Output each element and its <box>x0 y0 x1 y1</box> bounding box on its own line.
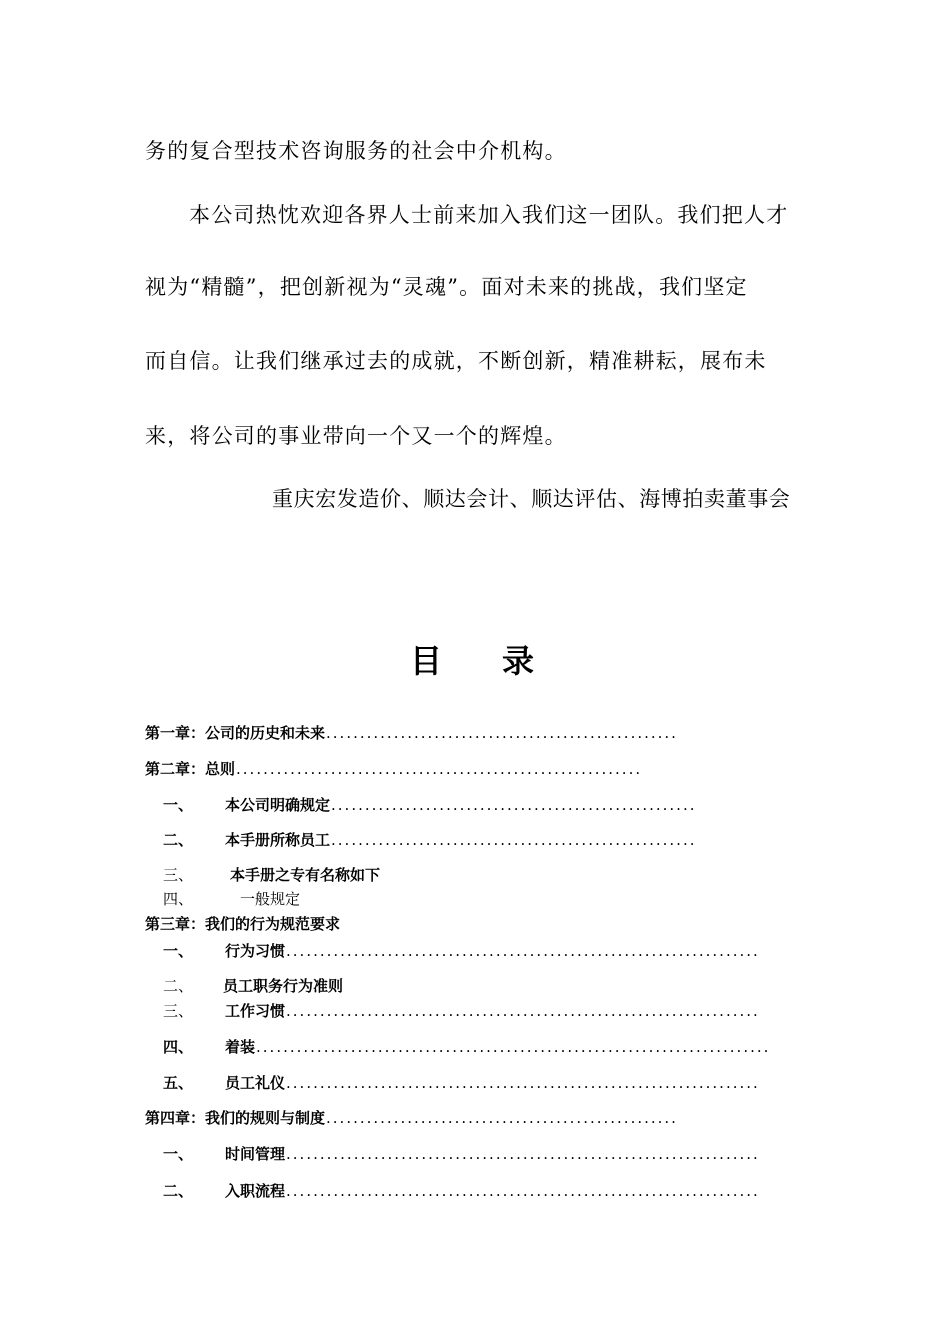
toc-item-number: 五、 <box>163 1074 194 1092</box>
toc-item[interactable] <box>145 759 805 779</box>
toc-item-leader: ...................................................................... <box>286 942 760 960</box>
toc-item-number: 一、 <box>163 796 194 814</box>
toc-item-label: 入职流程 <box>225 1182 286 1200</box>
toc-item-leader: ............................................................ <box>236 760 643 778</box>
intro-line-5: 来，将公司的事业带向一个又一个的辉煌。 <box>145 424 567 448</box>
toc-item-number: 二、 <box>163 977 194 995</box>
toc-item-label: 时间管理 <box>225 1145 286 1163</box>
toc-item-leader: ...................................................................... <box>286 1182 760 1200</box>
toc-item-label: 第四章：我们的规则与制度 <box>145 1109 326 1127</box>
toc-item[interactable] <box>145 914 805 934</box>
board-signature: 重庆宏发造价、顺达会计、顺达评估、海博拍卖董事会 <box>272 487 791 511</box>
toc-item-label: 第二章：总则 <box>145 760 236 778</box>
toc-item[interactable] <box>145 976 805 996</box>
intro-line-2: 本公司热忱欢迎各界人士前来加入我们这一团队。我们把人才 <box>189 203 789 227</box>
toc-item-number: 二、 <box>163 1182 194 1200</box>
toc-item-label: 本手册之专有名称如下 <box>230 866 381 884</box>
toc-item-leader: ...................................................... <box>331 796 697 814</box>
toc-item[interactable] <box>145 941 805 961</box>
toc-item-label: 着装 <box>225 1038 256 1056</box>
toc-item-number: 四、 <box>163 1038 194 1056</box>
toc-item-label: 员工礼仪 <box>225 1074 286 1092</box>
toc-item-label: 一般规定 <box>240 890 301 908</box>
toc-item[interactable] <box>145 1144 805 1164</box>
toc-item-number: 二、 <box>163 831 194 849</box>
toc-item-leader: ...................................................................... <box>286 1002 760 1020</box>
intro-line-4: 而自信。让我们继承过去的成就，不断创新，精准耕耘，展布未 <box>145 349 767 373</box>
toc-item[interactable] <box>145 889 805 909</box>
toc-item-number: 一、 <box>163 1145 194 1163</box>
toc-item-leader: ...................................................................... <box>286 1074 760 1092</box>
toc-item[interactable] <box>145 795 805 815</box>
toc-item-number: 三、 <box>163 1002 194 1020</box>
toc-item-label: 员工职务行为准则 <box>223 977 344 995</box>
toc-item[interactable] <box>145 1073 805 1093</box>
toc-item-leader: .................................................... <box>326 724 678 742</box>
toc-item-leader: ...................................................... <box>331 831 697 849</box>
toc-item[interactable] <box>145 723 805 743</box>
toc-item[interactable] <box>145 830 805 850</box>
toc-item[interactable] <box>145 1108 805 1128</box>
toc-item-number: 四、 <box>163 890 194 908</box>
intro-line-3: 视为“精髓”，把创新视为“灵魂”。面对未来的挑战，我们坚定 <box>145 275 748 299</box>
toc-title: 目录 <box>410 642 595 680</box>
toc-item-label: 第三章：我们的行为规范要求 <box>145 915 341 933</box>
toc-item[interactable] <box>145 1001 805 1021</box>
toc-item[interactable] <box>145 1181 805 1201</box>
toc-item-label: 本公司明确规定 <box>225 796 331 814</box>
toc-item-number: 三、 <box>163 866 194 884</box>
toc-item-leader: ...................................................................... <box>286 1145 760 1163</box>
toc-item-leader: ............................................................................ <box>256 1038 771 1056</box>
toc-item-label: 工作习惯 <box>225 1002 286 1020</box>
toc-item-leader: .................................................... <box>326 1109 678 1127</box>
toc-item-label: 本手册所称员工 <box>225 831 331 849</box>
toc-item-number: 一、 <box>163 942 194 960</box>
toc-item[interactable] <box>145 865 805 885</box>
toc-item-label: 第一章：公司的历史和未来 <box>145 724 326 742</box>
toc-item[interactable] <box>145 1037 805 1057</box>
toc-item-label: 行为习惯 <box>225 942 286 960</box>
intro-line-1: 务的复合型技术咨询服务的社会中介机构。 <box>145 139 567 163</box>
